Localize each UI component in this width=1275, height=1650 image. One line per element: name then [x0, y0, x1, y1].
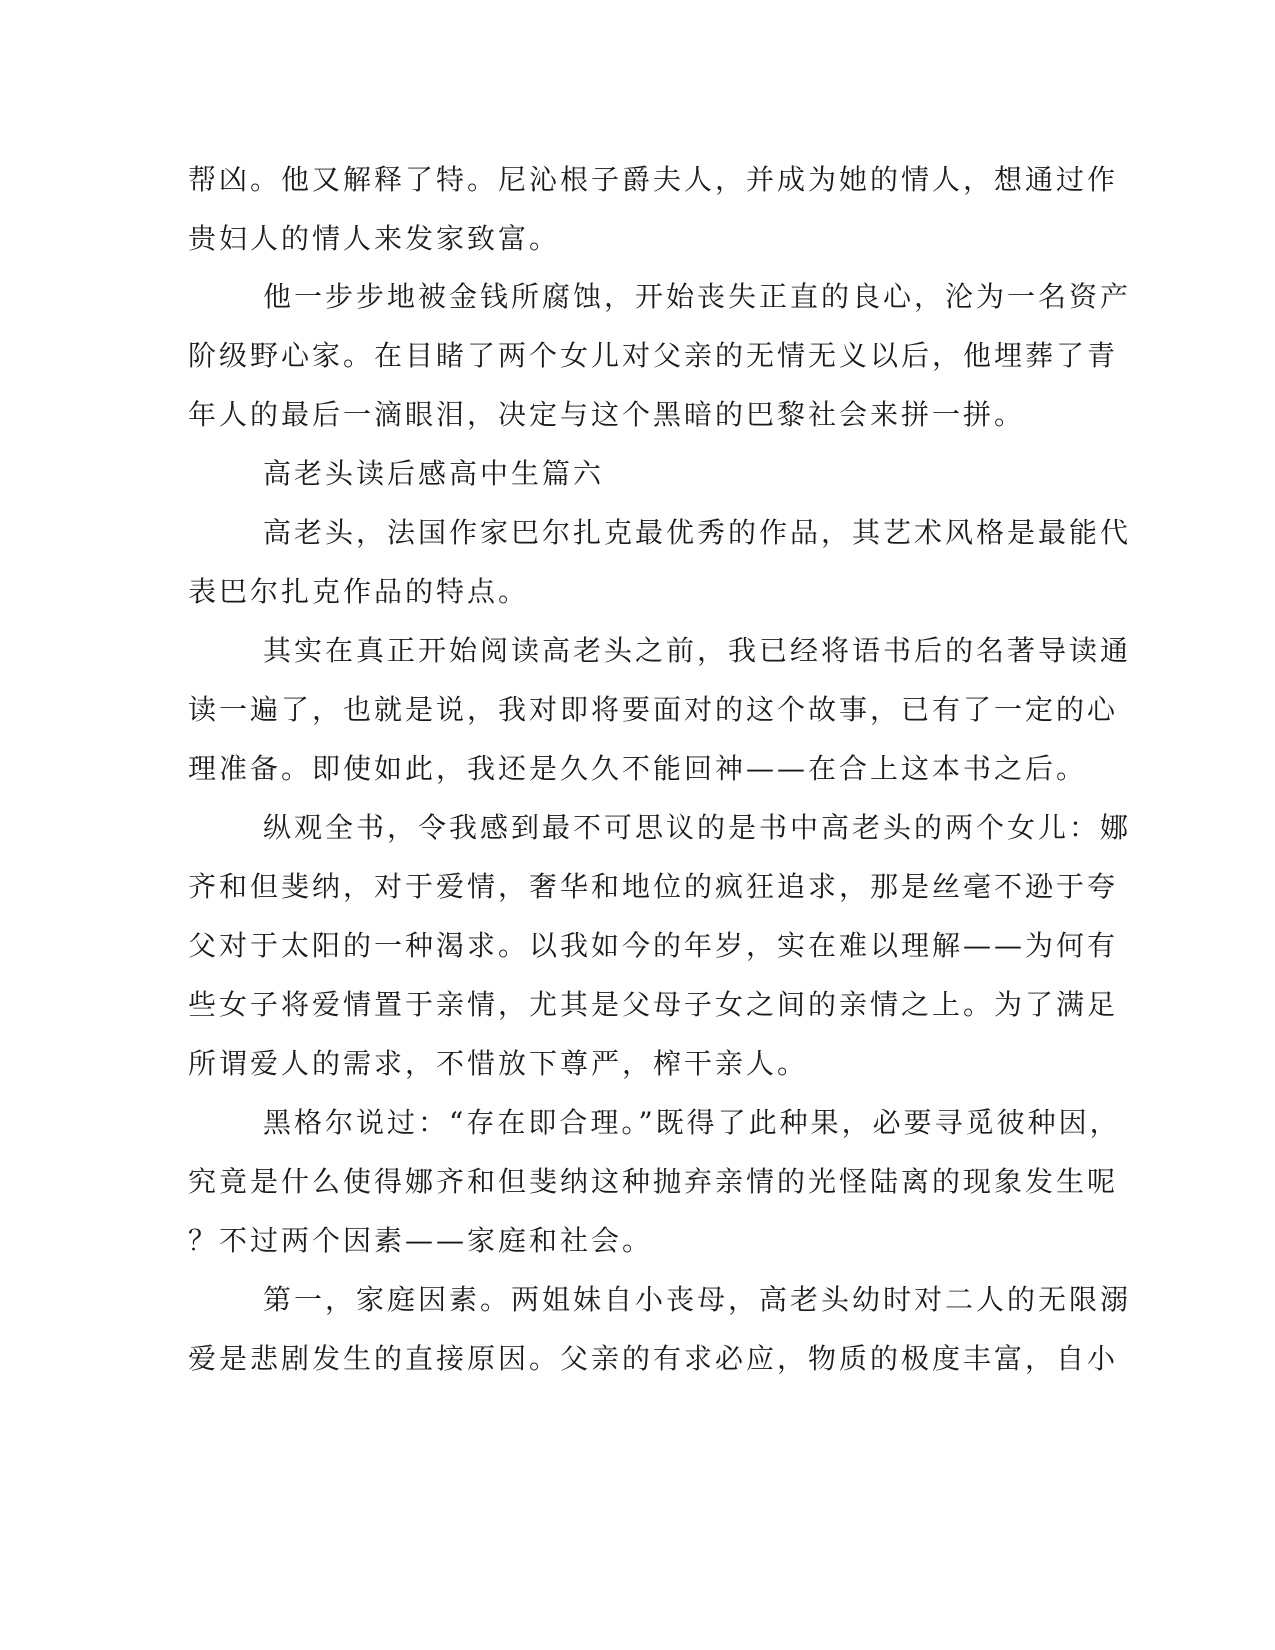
text-line: 所谓爱人的需求，不惜放下尊严，榨干亲人。: [188, 1047, 809, 1080]
text-line: 些女子将爱情置于亲情，尤其是父母子女之间的亲情之上。为了满足: [188, 988, 1119, 1021]
paragraph-start-line: 高老头，法国作家巴尔扎克最优秀的作品，其艺术风格是最能代: [263, 516, 1132, 549]
text-line: 理准备。即使如此，我还是久久不能回神——在合上这本书之后。: [188, 752, 1088, 785]
section-heading: 高老头读后感高中生篇六: [263, 457, 605, 490]
text-line: 表巴尔扎克作品的特点。: [188, 575, 530, 608]
text-line: ？不过两个因素——家庭和社会。: [188, 1224, 654, 1257]
paragraph-start-line: 纵观全书，令我感到最不可思议的是书中高老头的两个女儿：娜: [263, 811, 1132, 844]
text-line: 阶级野心家。在目睹了两个女儿对父亲的无情无义以后，他埋葬了青: [188, 339, 1119, 372]
text-line: 贵妇人的情人来发家致富。: [188, 222, 561, 255]
text-line: 究竟是什么使得娜齐和但斐纳这种抛弃亲情的光怪陆离的现象发生呢: [188, 1165, 1119, 1198]
text-line: 齐和但斐纳，对于爱情，奢华和地位的疯狂追求，那是丝毫不逊于夸: [188, 870, 1119, 903]
text-line: 帮凶。他又解释了特。尼沁根子爵夫人，并成为她的情人，想通过作: [188, 163, 1119, 196]
text-line: 父对于太阳的一种渴求。以我如今的年岁，实在难以理解——为何有: [188, 929, 1119, 962]
text-line: 读一遍了，也就是说，我对即将要面对的这个故事，已有了一定的心: [188, 693, 1119, 726]
text-line: 爱是悲剧发生的直接原因。父亲的有求必应，物质的极度丰富，自小: [188, 1342, 1119, 1375]
paragraph-start-line: 第一，家庭因素。两姐妹自小丧母，高老头幼时对二人的无限溺: [263, 1283, 1132, 1316]
paragraph-start-line: 其实在真正开始阅读高老头之前，我已经将语书后的名著导读通: [263, 634, 1132, 667]
text-line: 年人的最后一滴眼泪，决定与这个黑暗的巴黎社会来拼一拼。: [188, 398, 1026, 431]
paragraph-start-line: 他一步步地被金钱所腐蚀，开始丧失正直的良心，沦为一名资产: [263, 280, 1132, 313]
paragraph-start-line: 黑格尔说过：“存在即合理。”既得了此种果，必要寻觅彼种因，: [263, 1106, 1121, 1139]
